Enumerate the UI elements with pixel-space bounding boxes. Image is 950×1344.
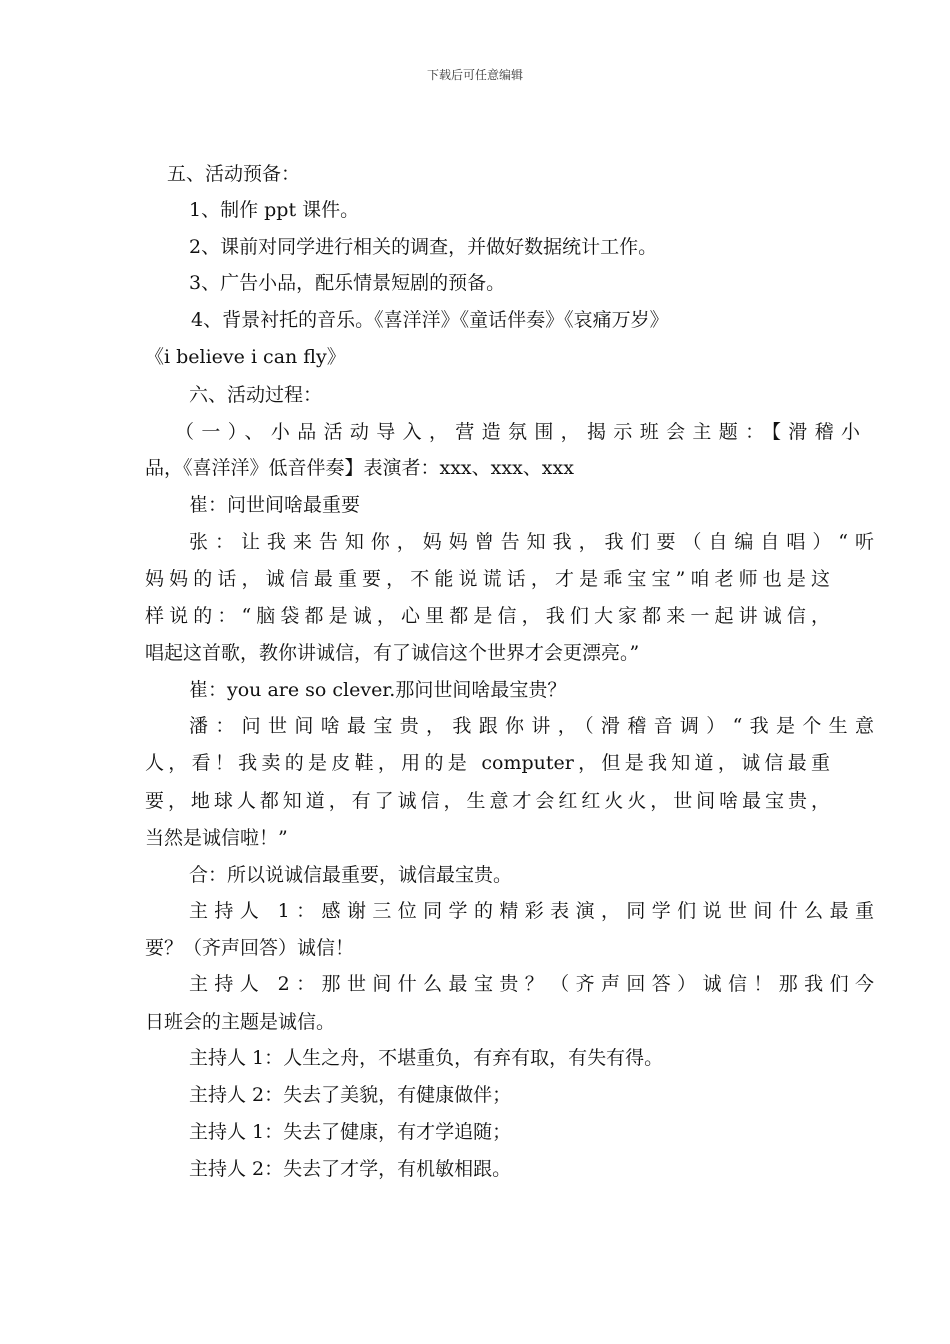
text-line: 主持人 1：人生之舟，不堪重负，有弃有取，有失有得。	[189, 1047, 664, 1069]
text-line: 样说的：“脑袋都是诚，心里都是信，我们大家都来一起讲诚信，	[145, 605, 830, 627]
text-line: 主持人 1：失去了健康，有才学追随；	[189, 1121, 512, 1143]
text-line: 日班会的主题是诚信。	[145, 1011, 336, 1033]
page-header: 下载后可任意编辑	[426, 68, 523, 82]
text-line: 妈妈的话，诚信最重要，不能说谎话，才是乖宝宝”咱老师也是这	[145, 568, 830, 590]
text-line: 潘：问世间啥最宝贵，我跟你讲，（滑稽音调）“我是个生意	[189, 715, 874, 737]
text-line: 2、课前对同学进行相关的调查，并做好数据统计工作。	[189, 236, 658, 258]
text-line: 人，看！我卖的是皮鞋，用的是 computer，但是我知道，诚信最重	[145, 752, 830, 774]
text-line: （一）、小品活动导入，营造氛围，揭示班会主题：【滑稽小	[175, 421, 860, 443]
text-line: 张：让我来告知你，妈妈曾告知我，我们要（自编自唱）“听	[189, 531, 874, 553]
text-line: 主持人 1：感谢三位同学的精彩表演，同学们说世间什么最重	[189, 900, 874, 922]
text-line: 主持人 2：那世间什么最宝贵？（齐声回答）诚信！那我们今	[189, 973, 874, 995]
text-line: 4、背景衬托的音乐。《喜洋洋》《童话伴奏》《哀痛万岁》	[191, 309, 669, 331]
text-line: 主持人 2：失去了才学，有机敏相跟。	[189, 1158, 512, 1180]
text-line: 五、活动预备：	[167, 163, 301, 185]
text-line: 3、广告小品，配乐情景短剧的预备。	[189, 272, 506, 294]
text-line: 崔：you are so clever.那问世间啥最宝贵？	[189, 679, 567, 701]
text-line: 《i believe i can fly》	[145, 346, 346, 368]
text-line: 要，地球人都知道，有了诚信，生意才会红红火火，世间啥最宝贵，	[145, 790, 830, 812]
text-line: 要？（齐声回答）诚信！	[145, 937, 355, 959]
text-line: 主持人 2：失去了美貌，有健康做伴；	[189, 1084, 512, 1106]
text-line: 当然是诚信啦！”	[145, 827, 288, 849]
text-line: 六、活动过程：	[189, 384, 323, 406]
text-line: 崔：问世间啥最重要	[189, 494, 361, 516]
text-line: 1、制作 ppt 课件。	[189, 199, 360, 221]
text-line: 唱起这首歌，教你讲诚信，有了诚信这个世界才会更漂亮。”	[145, 642, 640, 664]
text-line: 品，《喜洋洋》低音伴奏】表演者：xxx、xxx、xxx	[145, 457, 574, 479]
text-line: 合：所以说诚信最重要，诚信最宝贵。	[189, 864, 513, 886]
